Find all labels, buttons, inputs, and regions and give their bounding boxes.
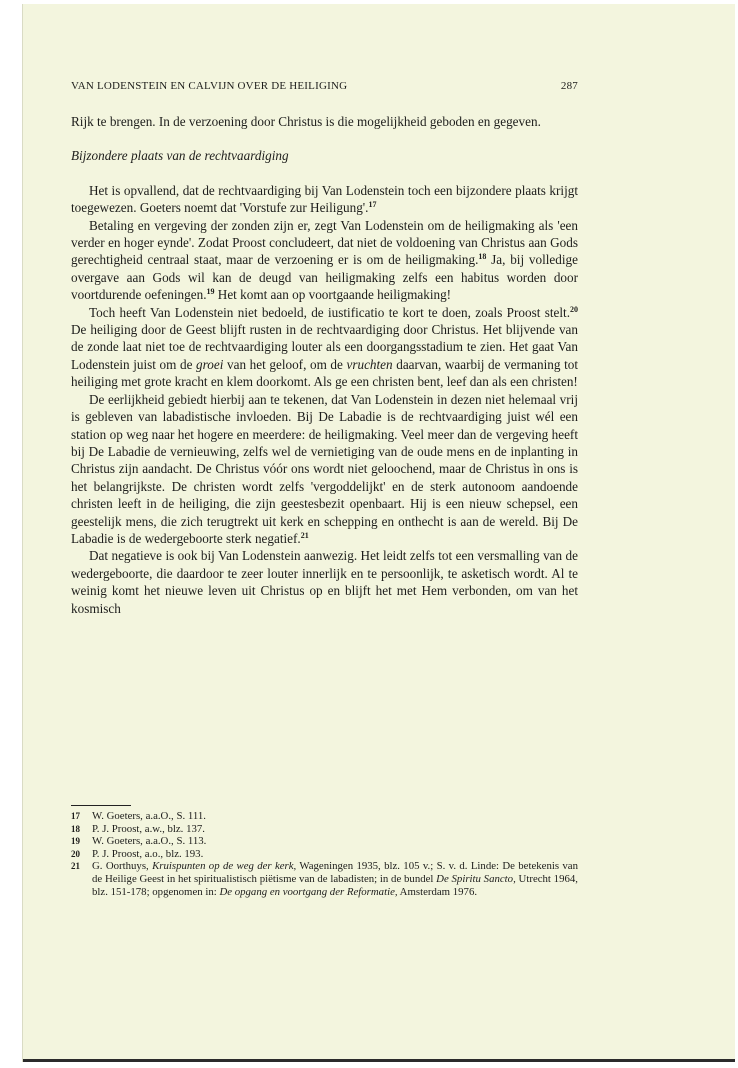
running-title: VAN LODENSTEIN EN CALVIJN OVER DE HEILIGING (71, 80, 348, 92)
footnote-ref-20: 20 (570, 304, 578, 314)
page-number: 287 (560, 80, 578, 92)
footnote-ref-19: 19 (206, 287, 215, 297)
paragraph-1: Rijk te brengen. In de verzoening door Christus is die mogelijkheid geboden en gegeven. (71, 114, 541, 129)
footnote-divider (71, 805, 131, 806)
main-text (71, 113, 578, 617)
footnote-ref-17: 17 (368, 200, 377, 210)
footnote-21: 21 G. Oorthuys, Kruispunten op de weg der kerk, Wageningen 1935, blz. 105 v.; S. v. d. Linde: De betekenis van de Heilige Geest in het spiritualistisch piëtisme van de labadisten; in de bundel De Spiritu Sancto, Utrecht 1964, blz. 151-178; opgenomen in: De opgang en voortgang der Reformatie, Amsterdam 1976. (71, 860, 578, 898)
footnote-20: 20 P. J. Proost, a.o., blz. 193. (71, 847, 204, 860)
section-heading: Bijzondere plaats van de rechtvaardiging (71, 148, 289, 164)
paragraph-6: Dat negatieve is ook bij Van Lodenstein aanwezig. Het leidt zelfs tot een versmalling van de wedergeboorte, die daardoor te zeer louter innerlijk en te persoonlijk, te asketisch wordt. Al te weinig komt het nieuwe leven uit Christus op en blijft het met Hem verbonden, om van het kosmisch (71, 548, 578, 616)
footnote-ref-18: 18 (478, 252, 487, 262)
emphasis-vruchten: vruchten (346, 356, 393, 372)
footnote-ref-21: 21 (300, 530, 309, 540)
paragraph-4: Toch heeft Van Lodenstein niet bedoeld, de iustificatio te kort te doen, zoals Proost stelt.$^{20}$ De heiliging door de Geest blijft rusten in de rechtvaardiging door Christus. Het blijvende van de zonde laat niet toe de rechtvaardiging louter als een doorgangsstadium te zien. Het gaat Van Lodenstein juist om de groei van het geloof, om de vruchten daarvan, waarbij de vermaning tot heiliging met grote kracht en klem doorkomt. Als ge een christen bent, leef dan als een christen! (71, 304, 578, 390)
paragraph-2: Het is opvallend, dat de rechtvaardiging bij Van Lodenstein toch een bijzondere plaats krijgt toegewezen. Goeters noemt dat 'Vorstufe zur Heiligung'.$^{17}$ (71, 182, 578, 216)
page-edge-shadow (23, 1059, 735, 1062)
emphasis-groei: groei (196, 356, 224, 372)
footnote-19: 19 W. Goeters, a.a.O., S. 113. (71, 835, 207, 848)
footnote-17: 17 W. Goeters, a.a.O., S. 111. (71, 810, 206, 822)
running-header (71, 80, 578, 92)
paragraph-5: De eerlijkheid gebiedt hierbij aan te tekenen, dat Van Lodenstein in dezen niet helemaal vrij is gebleven van labadistische invloeden. Bij De Labadie is de rechtvaardiging juist wél een station op weg naar het hogere en meerdere: de heiligmaking. Veel meer dan de vergeving heeft bij De Labadie de vernieuwing, zelfs wel de vernietiging van de oude mens en de inplanting in Christus zijn aandacht. De Christus vóór ons wordt niet geloochend, maar de Christus ìn ons is het belangrijkste. De christen wordt zelfs 'vergoddelijkt' en de sterk autonoom aandoende christen leeft in de heiliging, die zijn geestesbezit openbaart. Hij is een nieuw schepsel, een geestelijk mens, die zich terugtrekt uit kerk en schepping en onthecht is aan de wereld. Bij De Labadie is de wedergeboorte sterk negatief.$^{21}$ (71, 391, 578, 546)
footnotes (71, 810, 578, 898)
footnote-18: 18 P. J. Proost, a.w., blz. 137. (71, 822, 205, 835)
paragraph-3: Betaling en vergeving der zonden zijn er, zegt Van Lodenstein om de heiligmaking als 'een verder en hoger eynde'. Zodat Proost concludeert, dat niet de voldoening van Christus aan Gods gerechtigheid centraal staat, maar de verzoening er is om de heiligmaking.$^{18}$ Ja, bij volledige overgave aan Gods wil kan de deugd van heiligmaking zelfs een habitus worden door voortdurende oefeningen.$^{19}$ Het komt aan op voortgaande heiligmaking! (71, 217, 578, 303)
